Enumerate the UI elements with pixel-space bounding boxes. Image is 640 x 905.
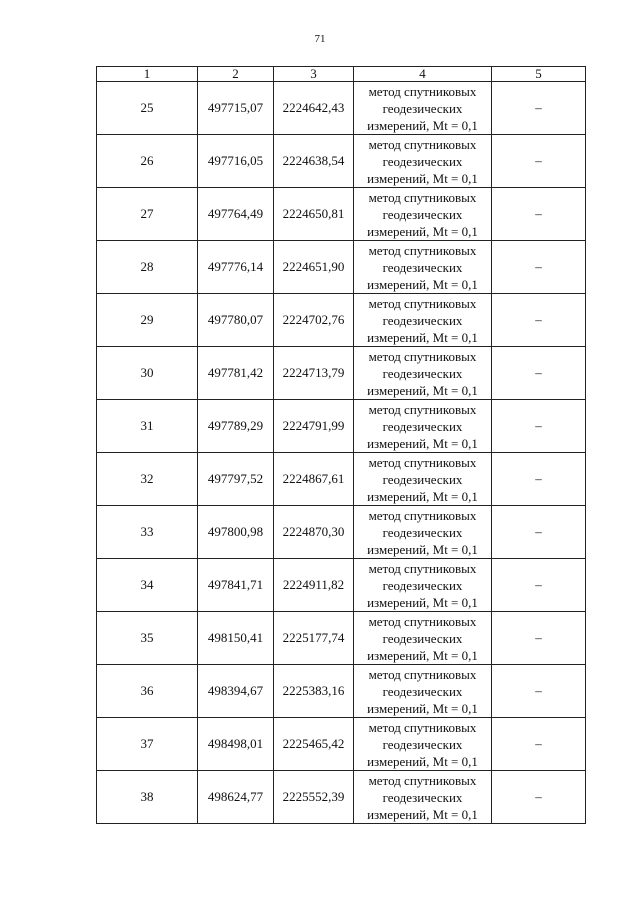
column-5-cell: – (492, 506, 586, 559)
method-text-line: измерений, Mt = 0,1 (367, 806, 478, 822)
method-text-line: измерений, Mt = 0,1 (367, 594, 478, 610)
table-row (97, 506, 586, 559)
y-coordinate-cell: 2224791,99 (274, 400, 354, 453)
y-coordinate-cell: 2224650,81 (274, 188, 354, 241)
column-5-cell: – (492, 559, 586, 612)
method-text-line: геодезических (382, 418, 463, 434)
method-text-line: измерений, Mt = 0,1 (367, 488, 478, 504)
table-row (97, 665, 586, 718)
y-coordinate-cell: 2225465,42 (274, 718, 354, 771)
method-text-line: геодезических (382, 683, 463, 699)
x-coordinate-cell: 497841,71 (198, 559, 274, 612)
method-text-line: геодезических (382, 471, 463, 487)
point-number-cell: 26 (97, 135, 198, 188)
point-number-cell: 27 (97, 188, 198, 241)
column-5-cell: – (492, 665, 586, 718)
method-text-line: метод спутниковых (368, 719, 477, 735)
method-text-line: метод спутниковых (368, 83, 477, 99)
page-number: 71 (314, 33, 326, 45)
point-number-cell: 32 (97, 453, 198, 506)
method-text-line: метод спутниковых (368, 454, 477, 470)
method-text-line: геодезических (382, 577, 463, 593)
method-text-line: измерений, Mt = 0,1 (367, 276, 478, 292)
column-5-cell: – (492, 241, 586, 294)
method-cell (354, 188, 492, 241)
column-5-cell: – (492, 294, 586, 347)
column-5-cell: – (492, 347, 586, 400)
point-number-cell: 38 (97, 771, 198, 824)
y-coordinate-cell: 2224642,43 (274, 82, 354, 135)
table-body (97, 82, 586, 824)
point-number-cell: 34 (97, 559, 198, 612)
method-text-line: метод спутниковых (368, 666, 477, 682)
table-row (97, 82, 586, 135)
method-text-line: измерений, Mt = 0,1 (367, 329, 478, 345)
x-coordinate-cell: 498498,01 (198, 718, 274, 771)
method-text-line: геодезических (382, 312, 463, 328)
method-cell (354, 771, 492, 824)
method-text-line: геодезических (382, 524, 463, 540)
point-number-cell: 25 (97, 82, 198, 135)
method-text-line: измерений, Mt = 0,1 (367, 435, 478, 451)
y-coordinate-cell: 2224702,76 (274, 294, 354, 347)
x-coordinate-cell: 498394,67 (198, 665, 274, 718)
table-row (97, 400, 586, 453)
method-text-line: геодезических (382, 736, 463, 752)
table-row (97, 241, 586, 294)
method-text-line: измерений, Mt = 0,1 (367, 700, 478, 716)
method-text-line: метод спутниковых (368, 189, 477, 205)
x-coordinate-cell: 497716,05 (198, 135, 274, 188)
method-cell (354, 347, 492, 400)
header-col-2: 2 (198, 67, 274, 82)
y-coordinate-cell: 2224651,90 (274, 241, 354, 294)
y-coordinate-cell: 2224870,30 (274, 506, 354, 559)
y-coordinate-cell: 2224713,79 (274, 347, 354, 400)
table-row (97, 453, 586, 506)
y-coordinate-cell: 2225177,74 (274, 612, 354, 665)
column-5-cell: – (492, 135, 586, 188)
method-cell (354, 241, 492, 294)
method-cell (354, 665, 492, 718)
x-coordinate-cell: 498624,77 (198, 771, 274, 824)
header-col-3: 3 (274, 67, 354, 82)
y-coordinate-cell: 2224638,54 (274, 135, 354, 188)
table-row (97, 135, 586, 188)
table-row (97, 559, 586, 612)
point-number-cell: 31 (97, 400, 198, 453)
y-coordinate-cell: 2225383,16 (274, 665, 354, 718)
x-coordinate-cell: 497797,52 (198, 453, 274, 506)
x-coordinate-cell: 497715,07 (198, 82, 274, 135)
table-row (97, 612, 586, 665)
point-number-cell: 36 (97, 665, 198, 718)
method-text-line: измерений, Mt = 0,1 (367, 170, 478, 186)
method-text-line: геодезических (382, 259, 463, 275)
x-coordinate-cell: 497781,42 (198, 347, 274, 400)
header-col-1: 1 (97, 67, 198, 82)
column-5-cell: – (492, 400, 586, 453)
method-text-line: геодезических (382, 365, 463, 381)
method-text-line: метод спутниковых (368, 613, 477, 629)
column-5-cell: – (492, 771, 586, 824)
method-text-line: метод спутниковых (368, 401, 477, 417)
point-number-cell: 37 (97, 718, 198, 771)
method-text-line: измерений, Mt = 0,1 (367, 753, 478, 769)
header-col-5: 5 (492, 67, 586, 82)
point-number-cell: 35 (97, 612, 198, 665)
method-text-line: измерений, Mt = 0,1 (367, 223, 478, 239)
method-text-line: геодезических (382, 630, 463, 646)
method-text-line: геодезических (382, 789, 463, 805)
coordinates-table (96, 66, 586, 824)
method-cell (354, 135, 492, 188)
method-text-line: метод спутниковых (368, 242, 477, 258)
method-cell (354, 559, 492, 612)
point-number-cell: 28 (97, 241, 198, 294)
point-number-cell: 29 (97, 294, 198, 347)
method-text-line: измерений, Mt = 0,1 (367, 117, 478, 133)
method-text-line: метод спутниковых (368, 772, 477, 788)
column-5-cell: – (492, 453, 586, 506)
x-coordinate-cell: 497780,07 (198, 294, 274, 347)
method-text-line: геодезических (382, 100, 463, 116)
method-cell (354, 506, 492, 559)
header-col-4: 4 (354, 67, 492, 82)
method-cell (354, 718, 492, 771)
method-text-line: метод спутниковых (368, 560, 477, 576)
method-text-line: метод спутниковых (368, 348, 477, 364)
x-coordinate-cell: 498150,41 (198, 612, 274, 665)
table-row (97, 188, 586, 241)
y-coordinate-cell: 2225552,39 (274, 771, 354, 824)
table-row (97, 294, 586, 347)
method-text-line: измерений, Mt = 0,1 (367, 541, 478, 557)
method-text-line: геодезических (382, 153, 463, 169)
method-cell (354, 612, 492, 665)
table-row (97, 718, 586, 771)
method-text-line: геодезических (382, 206, 463, 222)
method-text-line: метод спутниковых (368, 295, 477, 311)
x-coordinate-cell: 497789,29 (198, 400, 274, 453)
column-5-cell: – (492, 612, 586, 665)
point-number-cell: 33 (97, 506, 198, 559)
method-cell (354, 400, 492, 453)
method-text-line: измерений, Mt = 0,1 (367, 647, 478, 663)
x-coordinate-cell: 497764,49 (198, 188, 274, 241)
method-cell (354, 82, 492, 135)
y-coordinate-cell: 2224911,82 (274, 559, 354, 612)
x-coordinate-cell: 497776,14 (198, 241, 274, 294)
column-5-cell: – (492, 718, 586, 771)
table-row (97, 347, 586, 400)
table-row (97, 771, 586, 824)
method-text-line: метод спутниковых (368, 507, 477, 523)
column-5-cell: – (492, 82, 586, 135)
method-text-line: измерений, Mt = 0,1 (367, 382, 478, 398)
table-header-row (97, 67, 586, 82)
y-coordinate-cell: 2224867,61 (274, 453, 354, 506)
point-number-cell: 30 (97, 347, 198, 400)
x-coordinate-cell: 497800,98 (198, 506, 274, 559)
method-text-line: метод спутниковых (368, 136, 477, 152)
column-5-cell: – (492, 188, 586, 241)
method-cell (354, 453, 492, 506)
method-cell (354, 294, 492, 347)
